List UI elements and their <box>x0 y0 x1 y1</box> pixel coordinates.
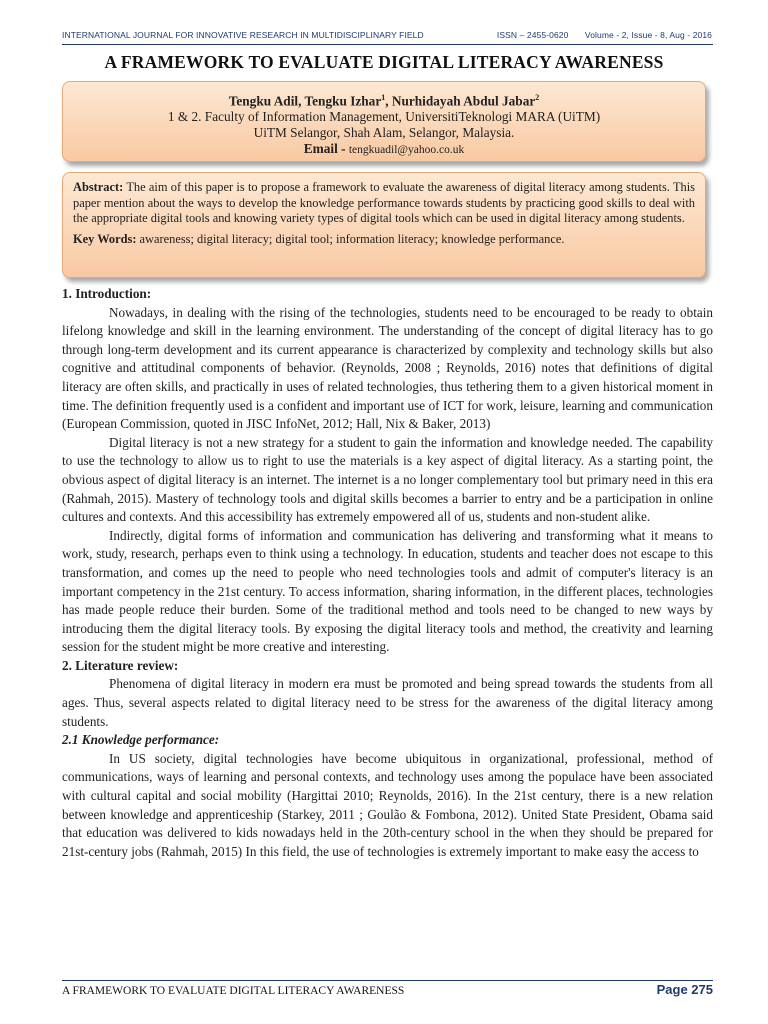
paragraph: In US society, digital technologies have become ubiquitous in organizational, professional, method of communications, ways of learning and personal contexts, and technology uses among the populace have been associated with cultural capital and social mobility (Hargittai 2010; Reynolds, 2016). In the 21st century, there is a new relation between knowledge and apprenticeship (Starkey, 2011 ; Goulão & Fombona, 2012). United State President, Obama said that education was delivered to kids nowadays held in the 20th-century school in the when they should be prepared for 21st-century jobs (Rahmah, 2015) In this field, the use of technologies is extremely important to make easy the access to <box>62 750 713 859</box>
location: UiTM Selangor, Shah Alam, Selangor, Malaysia. <box>253 125 515 141</box>
paragraph: Digital literacy is not a new strategy for a student to gain the information and knowledge needed. The capability to use the technology to allow us to right to use the materials is a key aspect of digital literacy. As a starting point, the obvious aspect of digital literacy is an internet. The internet is a no longer complementary tool but primary need in this era (Rahmah, 2015). Mastery of technology tools and digital skills becomes a barrier to entry and be a participation in online cultures and contexts. And this accessibility has extremely empowered all of us, students and non-student alike. <box>62 434 713 525</box>
email-label: Email - <box>303 141 349 157</box>
issn: ISSN – 2455-0620 <box>496 30 569 40</box>
page-number: Page 275 <box>656 982 713 997</box>
running-footer-title: A FRAMEWORK TO EVALUATE DIGITAL LITERACY AWARENESS <box>62 985 405 997</box>
header-rule <box>62 44 713 45</box>
keywords-label: Key Words: <box>73 231 137 246</box>
volume-issue: Volume - 2, Issue - 8, Aug - 2016 <box>584 30 712 40</box>
issue-info <box>483 30 712 40</box>
paper-title: A FRAMEWORK TO EVALUATE DIGITAL LITERACY AWARENESS <box>104 52 664 72</box>
abstract <box>73 180 695 227</box>
abstract-box <box>62 172 706 278</box>
author-names <box>63 90 705 109</box>
author-2: , Nurhidayah Abdul Jabar <box>385 93 536 109</box>
keywords-text: awareness; digital literacy; digital tool; information literacy; knowledge performance. <box>136 231 565 246</box>
keywords <box>73 232 695 248</box>
footer-rule <box>62 980 713 981</box>
section-heading-literature-review: 2. Literature review: <box>62 657 179 673</box>
abstract-label: Abstract: <box>73 180 124 194</box>
running-header <box>62 30 712 40</box>
author-1: Tengku Adil, Tengku Izhar <box>228 93 382 109</box>
affiliation: 1 & 2. Faculty of Information Management, UniversitiTeknologi MARA (UiTM) <box>167 109 601 125</box>
journal-name: INTERNATIONAL JOURNAL FOR INNOVATIVE RESEARCH IN MULTIDISCIPLINARY FIELD <box>62 30 424 40</box>
body-text <box>62 285 713 861</box>
paragraph: Indirectly, digital forms of information and communication has delivering and transforming what it means to work, study, research, perhaps even to think using a technology. In education, students and teacher does not escape to this transformation, and comes up the need to people who need technologies tools and admit of computer's literacy is an important competency in the 21st century. To access information, sharing information, in the different places, technologies has made people reduce their burden. Some of the traditional method and tools need to be changed to new ways by introducing them the digital literacy tools. By exposing the digital literacy tools and method, the creativity and learning session for the student might be more creative and interesting. <box>62 527 713 655</box>
abstract-text: The aim of this paper is to propose a framework to evaluate the awareness of digital literacy among students. This paper mention about the ways to develop the knowledge performance towards students by practicing good skills to deal with the appropriate digital tools and knowing variety types of digital tools which can be used in digital literacy among students. <box>73 180 695 226</box>
author-2-sup: 2 <box>535 93 540 102</box>
authors-box <box>62 81 706 162</box>
subsection-heading-knowledge-performance: 2.1 Knowledge performance: <box>62 732 220 748</box>
email-address[interactable]: tengkuadil@yahoo.co.uk <box>348 144 465 157</box>
author-1-sup: 1 <box>381 93 386 102</box>
section-heading-introduction: 1. Introduction: <box>62 286 152 301</box>
email-line <box>63 141 705 158</box>
paragraph: Phenomena of digital literacy in modern era must be promoted and being spread towards the students from all ages. Thus, several aspects related to digital literacy need to be stress for the awareness of the digital literacy among students. <box>62 676 713 729</box>
paragraph: Nowadays, in dealing with the rising of the technologies, students need to be encouraged to be ready to obtain lifelong knowledge and skill in the learning environment. The understanding of the concept of digital literacy has to go through long-term development and its current appearance is characterized by complexity and technology skills but also cognitive and attitudinal components of behavior. (Reynolds, 2008 ; Reynolds, 2016) notes that definitions of digital literacy are often skills, and practically in uses of related technologies, thus tethering them to a given historical moment in time. The definition frequently used is a confident and important use of ICT for work, leisure, learning and communication (European Commission, quoted in JISC InfoNet, 2012; Hall, Nix & Baker, 2013) <box>62 304 713 432</box>
